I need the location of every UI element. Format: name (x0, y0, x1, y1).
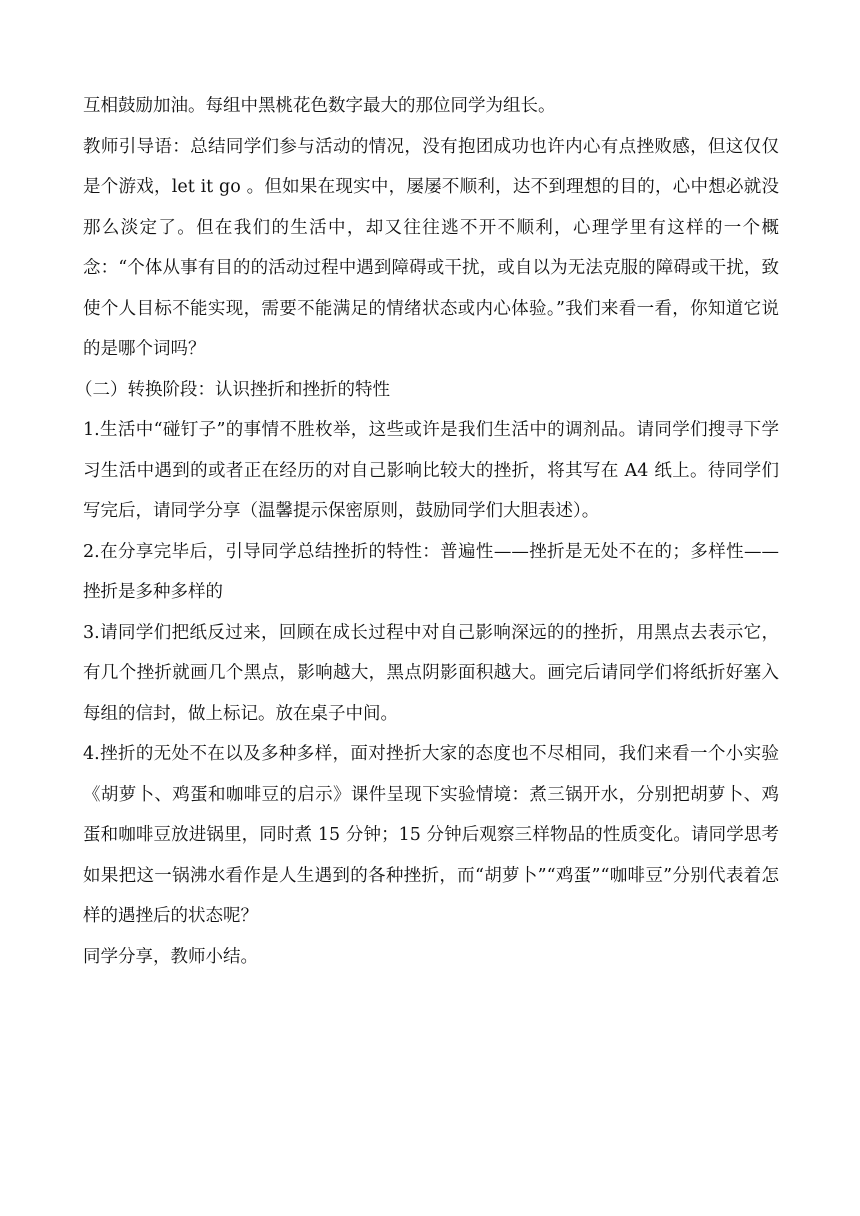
paragraph-step-3: 3.请同学们把纸反过来，回顾在成长过程中对自己影响深远的的挫折，用黑点去表示它，有几个挫折就画几个黑点，影响越大，黑点阴影面积越大。画完后请同学们将纸折好塞入每组的信封，做上标记。放在桌子中间。 (83, 622, 779, 724)
paragraph-step-1: 1.生活中“碰钉子”的事情不胜枚举，这些或许是我们生活中的调剂品。请同学们搜寻下学习生活中遇到的或者正在经历的对自己影响比较大的挫折，将其写在 A4 纸上。待同学们写完后，请同学分享（温馨提示保密原则，鼓励同学们大胆表述）。 (83, 420, 779, 521)
paragraph-step-4: 4.挫折的无处不在以及多种多样，面对挫折大家的态度也不尽相同，我们来看一个小实验《胡萝卜、鸡蛋和咖啡豆的启示》课件呈现下实验情境：煮三锅开水，分别把胡萝卜、鸡蛋和咖啡豆放进锅里，同时煮 15 分钟；15 分钟后观察三样物品的性质变化。请同学思考如果把这一锅沸水看作是人生遇到的各种挫折，而“胡萝卜”“鸡蛋”“咖啡豆”分别代表着怎样的遇挫后的状态呢？ (83, 744, 779, 926)
section-heading-transition-stage: （二）转换阶段：认识挫折和挫折的特性 (75, 379, 390, 400)
paragraph-group-encouragement: 互相鼓励加油。每组中黑桃花色数字最大的那位同学为组长。 (83, 96, 556, 116)
document-page (75, 86, 779, 977)
paragraph-sharing-summary: 同学分享，教师小结。 (83, 946, 258, 967)
paragraph-teacher-guidance: 教师引导语：总结同学们参与活动的情况，没有抱团成功也许内心有点挫败感，但这仅仅是个游戏，let it go 。但如果在现实中，屡屡不顺利，达不到理想的目的，心中想必就没那么淡定了。但在我们的生活中，却又往往逃不开不顺利，心理学里有这样的一个概念：“个体从事有目的的活动过程中遇到障碍或干扰，或自以为无法克服的障碍或干扰，致使个人目标不能实现，需要不能满足的情绪状态或内心体验。”我们来看一看，你知道它说的是哪个词吗？ (83, 136, 779, 359)
paragraph-step-2: 2.在分享完毕后，引导同学总结挫折的特性：普遍性——挫折是无处不在的；多样性——挫折是多种多样的 (83, 541, 779, 602)
